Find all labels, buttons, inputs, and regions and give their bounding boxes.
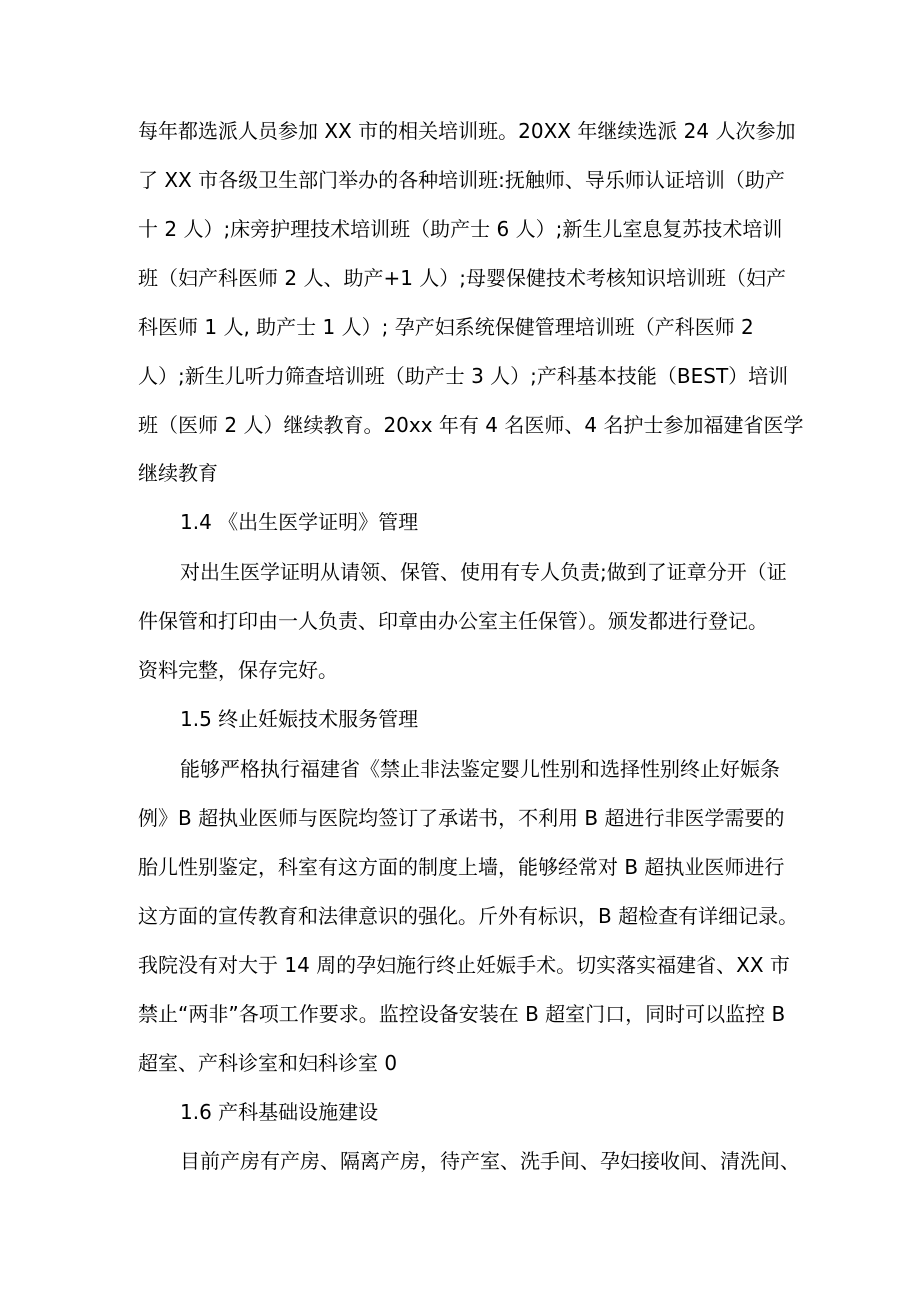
paragraph-line: 班（医师 2 人）继续教育。20xx 年有 4 名医师、4 名护士参加福建省医学 (138, 413, 804, 437)
paragraph-line: 资料完整，保存完好。 (138, 658, 338, 682)
paragraph-line: 对出生医学证明从请领、保管、使用有专人负责;做到了证章分开（证 (180, 560, 787, 584)
section-heading: 1.5 终止妊娠技术服务管理 (180, 707, 419, 731)
paragraph-line: 能够严格执行福建省《禁止非法鉴定婴儿性别和选择性别终止好娠条 (180, 757, 780, 781)
paragraph-line: 班（妇产科医师 2 人、助产+1 人）;母婴保健技术考核知识培训班（妇产 (138, 266, 787, 290)
paragraph-line: 科医师 1 人, 助产士 1 人）; 孕产妇系统保健管理培训班（产科医师 2 (138, 315, 754, 339)
paragraph-line: 禁止“两非”各项工作要求。监控设备安装在 B 超室门口，同时可以监控 B (138, 1002, 786, 1026)
paragraph-line: 目前产房有产房、隔离产房，待产室、洗手间、孕妇接收间、清洗间、 (180, 1149, 800, 1173)
paragraph-line: 每年都选派人员参加 XX 市的相关培训班。20XX 年继续选派 24 人次参加 (138, 119, 796, 143)
paragraph-line: 超室、产科诊室和妇科诊室 0 (138, 1051, 398, 1075)
paragraph-line: 这方面的宣传教育和法律意识的强化。斤外有标识，B 超检查有详细记录。 (138, 904, 799, 928)
paragraph-line: 十 2 人）;床旁护理技术培训班（助产士 6 人）;新生儿室息复苏技术培训 (138, 217, 783, 241)
section-heading: 1.4 《出生医学证明》管理 (180, 510, 419, 534)
paragraph-line: 我院没有对大于 14 周的孕妇施行终止妊娠手术。切实落实福建省、XX 市 (138, 953, 790, 977)
paragraph-line: 了 XX 市各级卫生部门举办的各种培训班:抚触师、导乐师认证培训（助产 (138, 168, 785, 192)
paragraph-line: 胎儿性别鉴定，科室有这方面的制度上墙，能够经常对 B 超执业医师进行 (138, 855, 785, 879)
paragraph-line: 继续教育 (138, 461, 218, 485)
paragraph-line: 例》B 超执业医师与医院均签订了承诺书，不利用 B 超进行非医学需要的 (138, 806, 785, 830)
paragraph-line: 件保管和打印由一人负责、印章由办公室主任保管）。颁发都进行登记。 (138, 609, 768, 633)
paragraph-line: 人）;新生儿听力筛查培训班（助产士 3 人）;产科基本技能（BEST）培训 (138, 364, 789, 388)
section-heading: 1.6 产科基础设施建设 (180, 1100, 379, 1124)
